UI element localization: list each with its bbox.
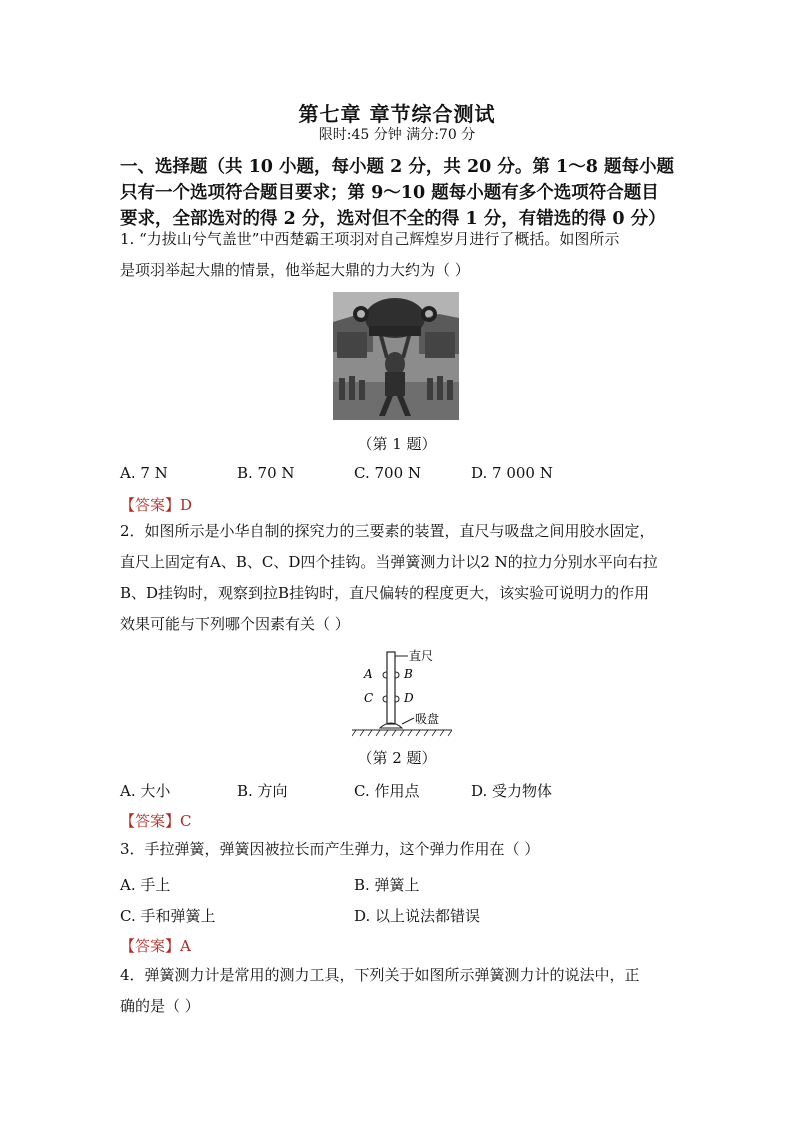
question-2-diagram [352,648,452,738]
answer-value: A [180,937,191,955]
hook-b-label: B [404,667,413,681]
question-2-options [120,780,680,802]
question-2-option-b[interactable]: B. 方向 [237,782,288,800]
hook-a-label: A [364,667,373,681]
question-4-stem [120,960,680,1022]
question-3-options-row-2 [120,905,680,927]
question-2-line-4: 效果可能与下列哪个因素有关（ ） [120,615,350,633]
question-3-answer [120,935,191,956]
answer-tag: 【答案】 [120,812,181,830]
question-3-line-1: 3．手拉弹簧，弹簧因被拉长而产生弹力，这个弹力作用在（ ） [120,840,540,858]
question-4-line-1: 4．弹簧测力计是常用的测力工具，下列关于如图所示弹簧测力计的说法中，正 [120,966,640,984]
question-1-line-1: 1. “力拔山兮气盖世”中西楚霸王项羽对自己辉煌岁月进行了概括。如图所示 [120,230,620,248]
answer-tag: 【答案】 [120,937,181,955]
question-4-line-2: 确的是（ ） [120,997,200,1015]
sucker-label: 吸盘 [415,712,440,726]
question-2-option-d[interactable]: D. 受力物体 [471,782,553,800]
section-heading [120,154,680,232]
page-title: 第七章 章节综合测试 [298,102,496,126]
question-2-caption: （第 2 题） [357,749,437,767]
question-1-line-2: 是项羽举起大鼎的情景，他举起大鼎的力大约为（ ） [120,261,470,279]
question-1-options [120,464,680,486]
question-1-caption: （第 1 题） [357,435,437,453]
question-2-option-c[interactable]: C. 作用点 [354,782,420,800]
question-2-answer [120,810,192,831]
hook-a-icon [383,672,387,678]
answer-value: C [180,812,192,830]
question-2-stem [120,516,680,640]
section-heading-line-1: 一、选择题（共 10 小题，每小题 2 分，共 20 分。第 1～8 题每小题 [120,157,674,177]
page-subtitle: 限时:45 分钟 满分:70 分 [318,127,476,143]
ruler-label: 直尺 [409,649,434,663]
hook-d-icon [395,696,399,702]
question-3-options-row-1 [120,874,680,896]
hook-c-label: C [364,691,374,705]
question-3-option-a[interactable]: A. 手上 [120,876,171,894]
hook-d-label: D [404,691,414,705]
question-1-option-c[interactable]: C. 700 N [354,464,422,482]
question-1-answer [120,494,192,515]
question-3-option-d[interactable]: D. 以上说法都错误 [354,907,481,925]
hook-c-icon [383,696,387,702]
question-1-option-a[interactable]: A. 7 N [120,464,168,482]
question-2-line-3: B、D挂钩时，观察到拉B挂钩时，直尺偏转的程度更大，该实验可说明力的作用 [120,584,650,602]
question-3-stem [120,834,680,865]
question-3-option-c[interactable]: C. 手和弹簧上 [120,907,216,925]
question-2-option-a[interactable]: A. 大小 [120,782,171,800]
question-1-option-d[interactable]: D. 7 000 N [471,464,553,482]
answer-value: D [180,496,193,514]
question-1-option-b[interactable]: B. 70 N [237,464,295,482]
answer-tag: 【答案】 [120,496,181,514]
question-2-line-1: 2．如图所示是小华自制的探究力的三要素的装置，直尺与吸盘之间用胶水固定， [120,522,655,540]
question-1-stem [120,224,680,286]
hook-b-icon [395,672,399,678]
question-3-option-b[interactable]: B. 弹簧上 [354,876,420,894]
section-heading-line-2: 只有一个选项符合题目要求；第 9～10 题每小题有多个选项符合题目 [120,183,659,203]
question-2-line-2: 直尺上固定有A、B、C、D四个挂钩。当弹簧测力计以2 N的拉力分别水平向右拉 [120,553,658,571]
section-heading-line-3: 要求，全部选对的得 2 分，选对但不全的得 1 分，有错选的得 0 分） [120,209,666,229]
ruler-shape [387,652,395,724]
question-1-photo [333,292,459,420]
